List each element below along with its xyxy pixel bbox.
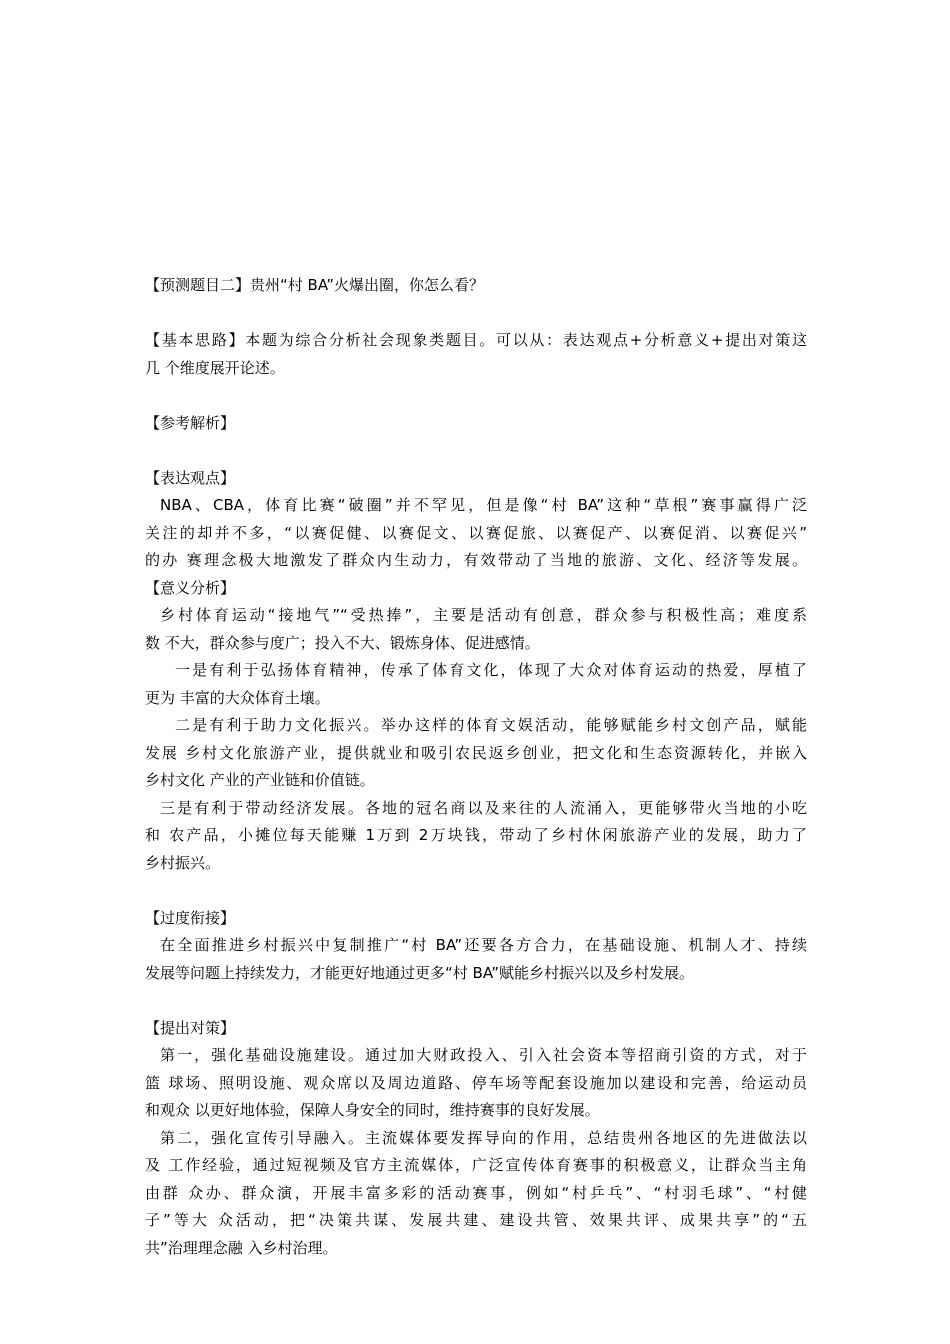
viewpoint-heading: 【表达观点】 xyxy=(145,468,236,487)
viewpoint-paragraph xyxy=(145,492,807,575)
reference-heading: 【参考解析】 xyxy=(145,413,236,432)
text-line: 第二，强化宣传引导融入。主流媒体要发挥导向的作用，总结贵州各地区的先进做法以 xyxy=(160,1128,807,1147)
spacer xyxy=(145,877,807,905)
text-line: 乡村文化 产业的产业链和价值链。 xyxy=(145,771,375,789)
spacer xyxy=(145,437,807,465)
significance-point-2 xyxy=(145,712,807,795)
question-title: 【预测题目二】贵州“村 BA”火爆出圈，你怎么看？ xyxy=(145,276,485,294)
text-line: 及 工作经验，通过短视频及官方主流媒体，广泛宣传体育赛事的积极意义，让群众当主角 xyxy=(145,1156,807,1174)
spacer xyxy=(145,300,807,328)
text-line: 几 个维度展开论述。 xyxy=(145,358,285,377)
text-line: 的办 赛理念极大地激发了群众内生动力，有效带动了当地的旅游、文化、经济等发展。 xyxy=(145,551,807,569)
transition-paragraph xyxy=(145,932,807,987)
text-line: 发展 乡村文化旅游产业，提供就业和吸引农民返乡创业，把文化和生态资源转化，并嵌入 xyxy=(145,743,807,762)
text-line: 数 不大，群众参与度广；投入不大、锻炼身体、促进感情。 xyxy=(145,633,540,652)
text-line: 更为 丰富的大众体育土壤。 xyxy=(145,688,330,707)
text-line: 发展等问题上持续发力，才能更好地通过更多“村 BA”赋能乡村振兴以及乡村发展。 xyxy=(145,963,695,982)
text-line: 一是有利于弘扬体育精神，传承了体育文化，体现了大众对体育运动的热爱，厚植了 xyxy=(175,661,807,679)
text-line: 子”等大 众活动，把“决策共谋、发展共建、建设共管、效果共评、成果共享”的“五 xyxy=(145,1211,807,1229)
text-line: 在全面推进乡村振兴中复制推广“村 BA”还要各方合力，在基础设施、机制人才、持续 xyxy=(160,936,807,954)
text-line: 关注的却并不多，“以赛促健、以赛促文、以赛促旅、以赛促产、以赛促消、以赛促兴” xyxy=(145,523,807,542)
basic-idea-paragraph xyxy=(145,327,807,382)
text-line: 共”治理理念融 入乡村治理。 xyxy=(145,1238,338,1257)
spacer xyxy=(145,987,807,1015)
spacer xyxy=(145,382,807,410)
text-line: 二是有利于助力文化振兴。举办这样的体育文娱活动，能够赋能乡村文创产品，赋能 xyxy=(175,716,807,734)
countermeasure-first xyxy=(145,1042,807,1125)
significance-heading: 【意义分析】 xyxy=(145,578,236,597)
text-line: 篮 球场、照明设施、观众席以及周边道路、停车场等配套设施加以建设和完善，给运动员 xyxy=(145,1073,807,1092)
text-line: NBA、CBA，体育比赛“破圈”并不罕见，但是像“村 BA”这种“草根”赛事赢得广泛 xyxy=(160,496,807,514)
significance-intro xyxy=(145,602,807,657)
text-line: 由群 众办、群众演，开展丰富多彩的活动赛事，例如“村乒乓”、“村羽毛球”、“村健 xyxy=(145,1183,807,1202)
significance-point-3 xyxy=(145,795,807,878)
text-line: 和 农产品，小摊位每天能赚 1万到 2万块钱，带动了乡村休闲旅游产业的发展，助力了 xyxy=(145,826,807,844)
text-line: 乡村振兴。 xyxy=(145,853,221,872)
significance-point-1 xyxy=(145,657,807,712)
text-line: 【基本思路】本题为综合分析社会现象类题目。可以从：表达观点+分析意义+提出对策这 xyxy=(145,331,807,349)
document-body xyxy=(145,272,807,1262)
transition-heading: 【过度衔接】 xyxy=(145,908,236,927)
countermeasures-heading: 【提出对策】 xyxy=(145,1018,236,1037)
countermeasure-second xyxy=(145,1125,807,1263)
text-line: 三是有利于带动经济发展。各地的冠名商以及来往的人流涌入，更能够带火当地的小吃 xyxy=(160,798,807,817)
text-line: 第一，强化基础设施建设。通过加大财政投入、引入社会资本等招商引资的方式，对于 xyxy=(160,1046,807,1064)
text-line: 和观众 以更好地体验，保障人身安全的同时，维持赛事的良好发展。 xyxy=(145,1101,600,1119)
text-line: 乡村体育运动“接地气”“受热捧”，主要是活动有创意，群众参与积极性高；难度系 xyxy=(160,606,807,624)
